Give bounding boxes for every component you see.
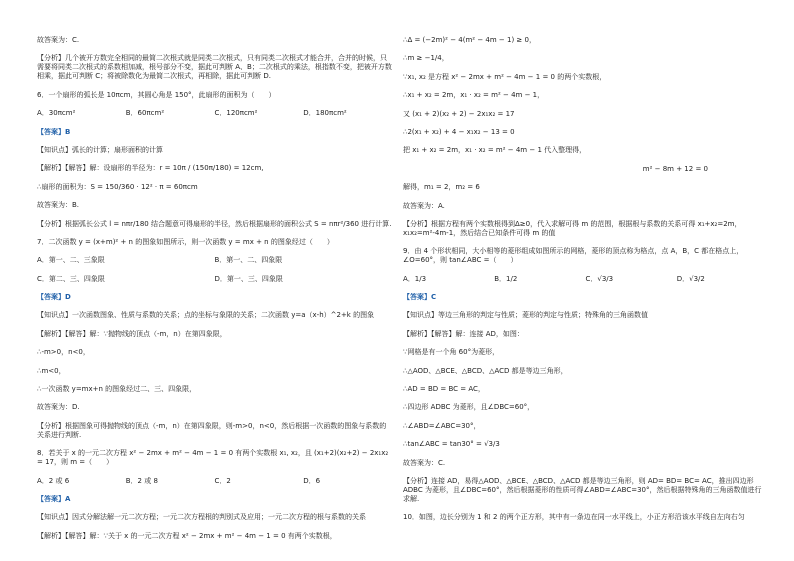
text-line: 【分析】根据弧长公式 l = nπr/180 结合题意可得扇形的半径，然后根据扇形的面积公式 S = nπr²/360 进行计算. [37,219,392,228]
text-line: ∴-m>0，n<0， [37,348,90,357]
option-B: B．1/2 [494,274,518,283]
option-A: A．2 或 6 [37,476,70,485]
text-line: 【解析】【解答】解：连接 AD，如图： [403,329,524,338]
text-line: ∴Δ = (−2m)² − 4(m² − 4m − 1) ≥ 0， [403,36,536,44]
option-A: C．第二、三、四象限 [37,274,105,283]
text-line: 【知识点】弧长的计算；扇形面积的计算 [37,145,163,154]
text-line: 【解析】【解答】解：∵抛物线的顶点（-m，n）在第四象限， [37,329,227,338]
text-line: ∴扇形的面积为：S = 150/360 · 12² · π = 60πcm [37,182,198,191]
option-B: B．第一、二、四象限 [214,256,283,265]
text-line: ∵网格是有一个角 60°为菱形， [403,348,500,357]
answer-line: 【答案】A [37,494,71,503]
text-line: ∴四边形 ADBC 为菱形，且∠DBC=60°， [403,403,535,412]
answer-line: 【答案】C [403,293,437,302]
text-line: 9．由 4 个形状相同，大小相等的菱形组成如图所示的网格，菱形的顶点称为格点，点 A，B，C 都在格点上，∠O=60°，则 tan∠ABC =（ ） [403,247,744,265]
option-C: C．√3/3 [585,274,614,283]
answer-options [37,109,392,118]
option-D: D．√3/2 [676,274,705,283]
text-line: ∵x₁, x₂ 是方程 x² − 2mx + m² − 4m − 1 = 0 的两个实数根， [403,72,607,81]
text-line: 故答案为：C. [403,458,446,467]
right-column [403,36,768,532]
text-line: ∴x₁ + x₂ = 2m，x₁ · x₂ = m² − 4m − 1， [403,91,545,100]
text-line: ∴∠ABD=∠ABC=30°， [403,421,481,430]
option-B: B．2 或 8 [125,476,158,485]
text-line: 【分析】几个被开方数完全相同的最简二次根式就是同类二次根式，只有同类二次根式才能合并，合并的时候，只需要将同类二次根式的系数相加减，根号部分不变，据此可判断 A、B；二次根式的乘法，根指数不变，把被开方数相乘，据此可判断 C；将被除数化为最简二次根式，再相除，据此可判断 D. [37,54,392,81]
text-line: 【分析】连接 AD，易得△AOD、△BCE、△BCD、△ACD 都是等边三角形，则 AD= BD= BC= AC，推出四边形 ADBC 为菱形，且∠DBC=60°，然后根据菱形的性质可得∠ABD=∠ABC=30°，然后根据特殊角的三角函数值进行求解. [403,476,762,503]
text-line: 【解析】【解答】解：∵关于 x 的一元二次方程 x² − 2mx + m² − 4m − 1 = 0 有两个实数根， [37,531,337,540]
text-line: 故答案为：A. [403,201,445,210]
option-B: B．60πcm² [125,109,165,118]
answer-line: 【答案】B [37,127,71,136]
text-line: ∴tan∠ABC = tan30° = √3/3 [403,440,500,449]
text-line: 【分析】根据方程有两个实数根得到Δ≥0，代入求解可得 m 的范围，根据根与系数的关系可得 x₁+x₂=2m，x₁x₂=m²-4m-1，然后结合已知条件可得 m 的值 [403,219,742,237]
text-line: 把 x₁ + x₂ = 2m，x₁ · x₂ = m² − 4m − 1 代入整理得， [403,146,587,155]
answer-options [403,275,768,284]
text-line: ∴2(x₁ + x₂) + 4 − x₁x₂ − 13 = 0 [403,127,515,136]
text-line: ∴一次函数 y=mx+n 的图象经过二、三、四象限， [37,385,197,394]
text-line: 6．一个扇形的弧长是 10πcm，其圆心角是 150°，此扇形的面积为（ ） [37,90,276,99]
text-line: ∴m ≥ −1/4， [403,54,449,63]
text-line: 故答案为：D. [37,403,80,412]
text-line: 7．二次函数 y = (x+m)² + n 的图象如图所示，则一次函数 y = mx + n 的图象经过（ ） [37,237,334,246]
answer-options [37,275,392,284]
text-line: 【知识点】一次函数图象、性质与系数的关系；点的坐标与象限的关系；二次函数 y=a（x-h）^2+k 的图象 [37,311,375,320]
text-line: 【知识点】等边三角形的判定与性质；菱形的判定与性质；特殊角的三角函数值 [403,311,648,320]
option-B: D．第一、三、四象限 [214,274,283,283]
option-C: C．120πcm² [214,109,258,118]
option-D: D．180πcm² [303,109,347,118]
text-line: 【知识点】因式分解法解一元二次方程；一元二次方程根的判别式及应用；一元二次方程的根与系数的关系 [37,513,366,522]
left-column [37,36,392,550]
text-line: 8．若关于 x 的一元二次方程 x² − 2mx + m² − 4m − 1 = 0 有两个实数根 x₁, x₂，且 (x₁+2)(x₂+2) − 2x₁x₂ = 17，则 m =（ ） [37,449,389,467]
option-D: D．6 [303,476,321,485]
text-line: 故答案为：C. [37,36,80,44]
text-line: 解得，m₁ = 2，m₂ = 6 [403,183,480,192]
text-line: 【分析】根据图象可得抛物线的顶点（-m，n）在第四象限，则-m>0，n<0，然后根据一次函数的图象与系数的关系进行判断. [37,421,387,439]
text-line: 【解析】【解答】解：设扇形的半径为：r = 10π / (150π/180) = 12cm, [37,164,264,173]
option-C: C．2 [214,476,231,485]
text-line: 故答案为：B. [37,201,80,210]
text-line: ∴m<0， [37,366,66,375]
answer-line: 【答案】D [37,293,71,302]
option-A: A．第一、二、三象限 [37,256,105,265]
answer-options [37,477,392,486]
option-A: A．30πcm² [37,109,76,118]
text-line: m² − 8m + 12 = 0 [642,164,708,173]
text-line: ∴△AOD、△BCE、△BCD、△ACD 都是等边三角形， [403,366,568,375]
text-line: 又 (x₁ + 2)(x₂ + 2) − 2x₁x₂ = 17 [403,109,515,118]
text-line: 10．如图，边长分别为 1 和 2 的两个正方形，其中有一条边在同一水平线上，小正方形沿该水平线自左向右匀 [403,513,745,522]
answer-options [37,256,392,265]
text-line: ∴AD = BD = BC = AC， [403,385,485,394]
option-A: A．1/3 [403,274,427,283]
